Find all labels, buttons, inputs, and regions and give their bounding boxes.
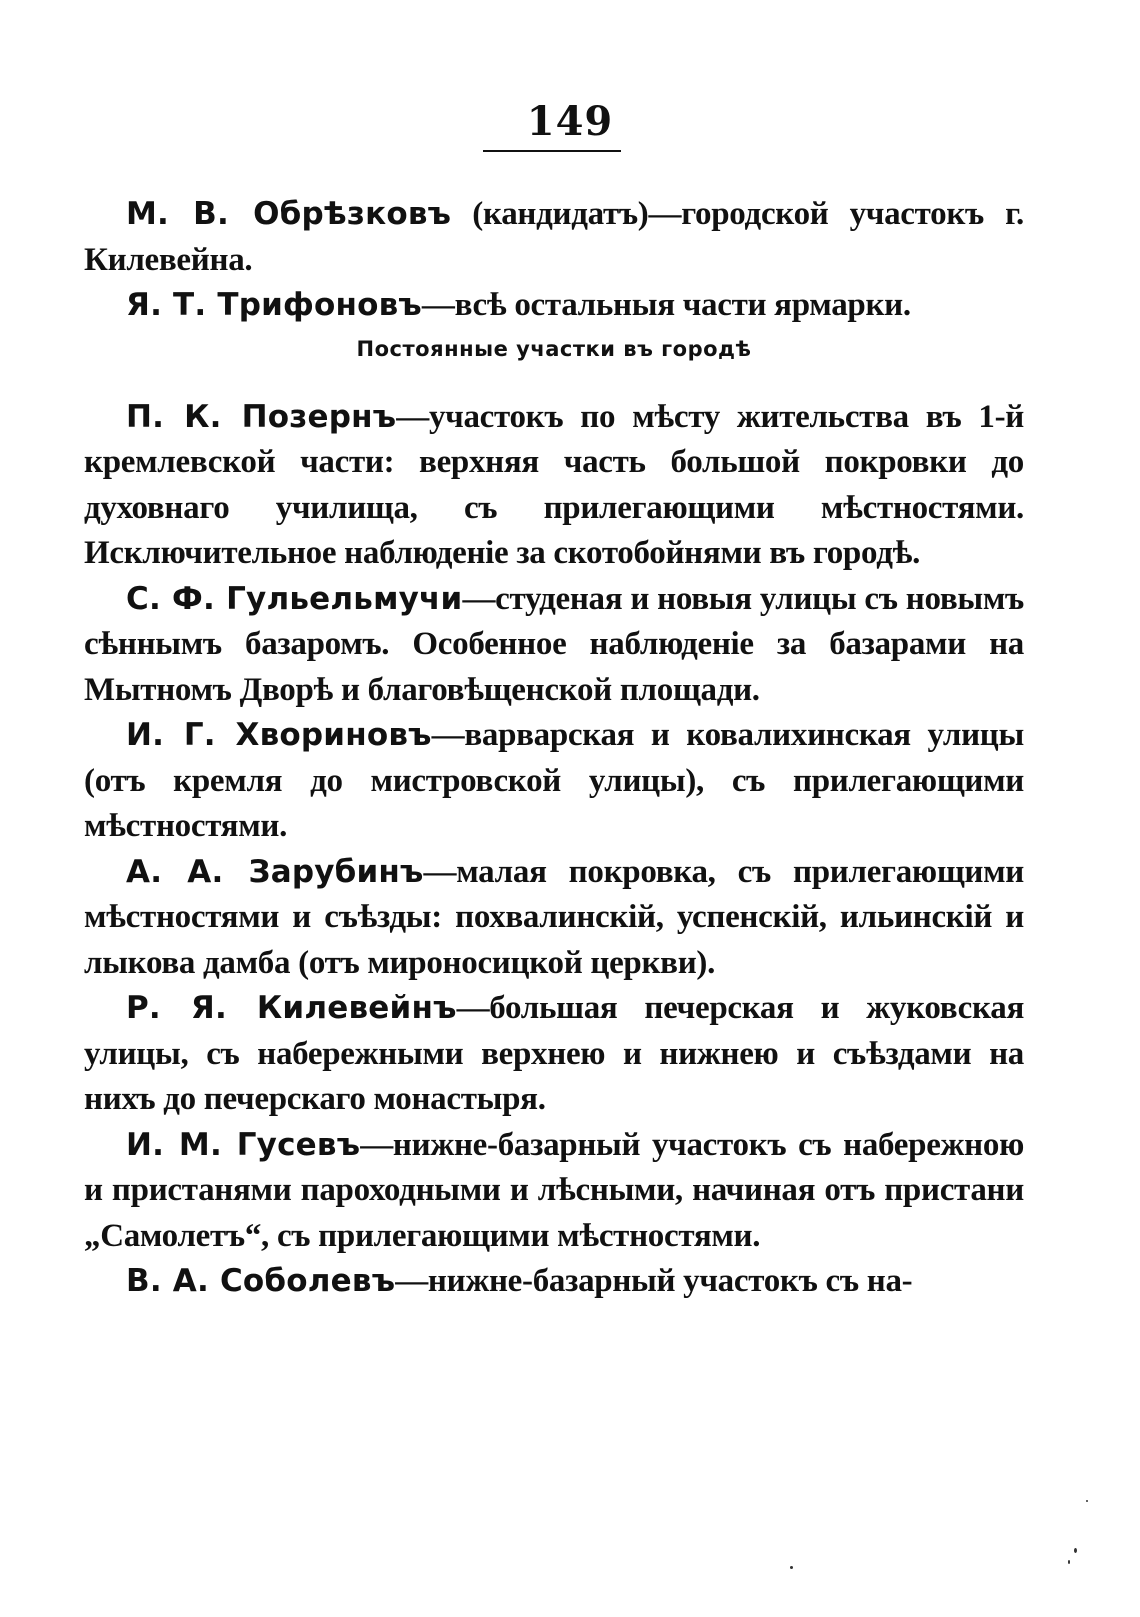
entry-name: С. Ф. Гульельмучи bbox=[126, 580, 463, 617]
entry-name: Я. Т. Трифоновъ bbox=[126, 287, 422, 323]
entry bbox=[84, 577, 1024, 714]
entry bbox=[84, 283, 1024, 329]
entry-name: И. Г. Хвориновъ bbox=[126, 717, 432, 753]
scan-speck bbox=[1068, 1560, 1070, 1564]
entry-description: —всѣ остальныя части ярмарки. bbox=[421, 287, 911, 323]
entry bbox=[84, 850, 1024, 987]
entry bbox=[84, 986, 1024, 1123]
page-number-rule bbox=[483, 150, 621, 152]
entry-name: М. В. Обрѣзковъ bbox=[126, 196, 452, 232]
scan-speck bbox=[1086, 1500, 1088, 1502]
entry bbox=[84, 1123, 1024, 1260]
scan-speck bbox=[1074, 1548, 1077, 1553]
entry bbox=[84, 713, 1024, 850]
entry-name: Р. Я. Килевейнъ bbox=[126, 990, 457, 1026]
page-body bbox=[84, 192, 1024, 1305]
entry-description: (кандидатъ)—городской участокъ г. Килевейна. bbox=[84, 196, 1024, 278]
entry-description: —большая печерская и жуковская улицы, съ набережными верхнею и нижнею и съѣздами на нихъ до печерскаго монастыря. bbox=[84, 990, 1024, 1117]
entry-name: И. М. Гусевъ bbox=[126, 1126, 361, 1163]
entry-description: —участокъ по мѣсту жительства въ 1-й кремлевской части: верхняя часть большой покровки до духовнаго училища, съ прилегающими мѣстностями. Исключительное наблюденіе за скотобойнями въ городѣ. bbox=[84, 398, 1024, 571]
entry-name: П. К. Позернъ bbox=[126, 398, 397, 435]
scan-speck bbox=[790, 1566, 793, 1569]
entry-description: —нижне-базарный участокъ съ набережною и пристанями пароходными и лѣсными, начиная отъ пристани „Самолетъ“, съ прилегающими мѣстностями. bbox=[84, 1126, 1025, 1254]
entry bbox=[84, 1259, 1024, 1305]
entry-description: —нижне-базарный участокъ съ на- bbox=[395, 1263, 913, 1299]
entry-description: —варварская и ковалихинская улицы (отъ кремля до мистровской улицы), съ прилегающими мѣстностями. bbox=[84, 717, 1024, 844]
entry-name: В. А. Соболевъ bbox=[126, 1263, 396, 1299]
entry bbox=[84, 192, 1024, 283]
page-number: 149 bbox=[526, 98, 614, 145]
entry-description: —студеная и новыя улицы съ новымъ сѣннымъ базаромъ. Особенное наблюденіе за базарами на Мытномъ Дворѣ и благовѣщенской площади. bbox=[84, 580, 1024, 708]
entry bbox=[84, 395, 1024, 577]
section-heading: Постоянные участки въ городѣ bbox=[356, 336, 752, 361]
entry-name: А. А. Зарубинъ bbox=[126, 853, 424, 890]
entry-description: —малая покровка, съ прилегающими мѣстностями и съѣзды: похвалинскій, успенскій, ильинскій и лыкова дамба (отъ мироносицкой церкви). bbox=[84, 853, 1025, 981]
